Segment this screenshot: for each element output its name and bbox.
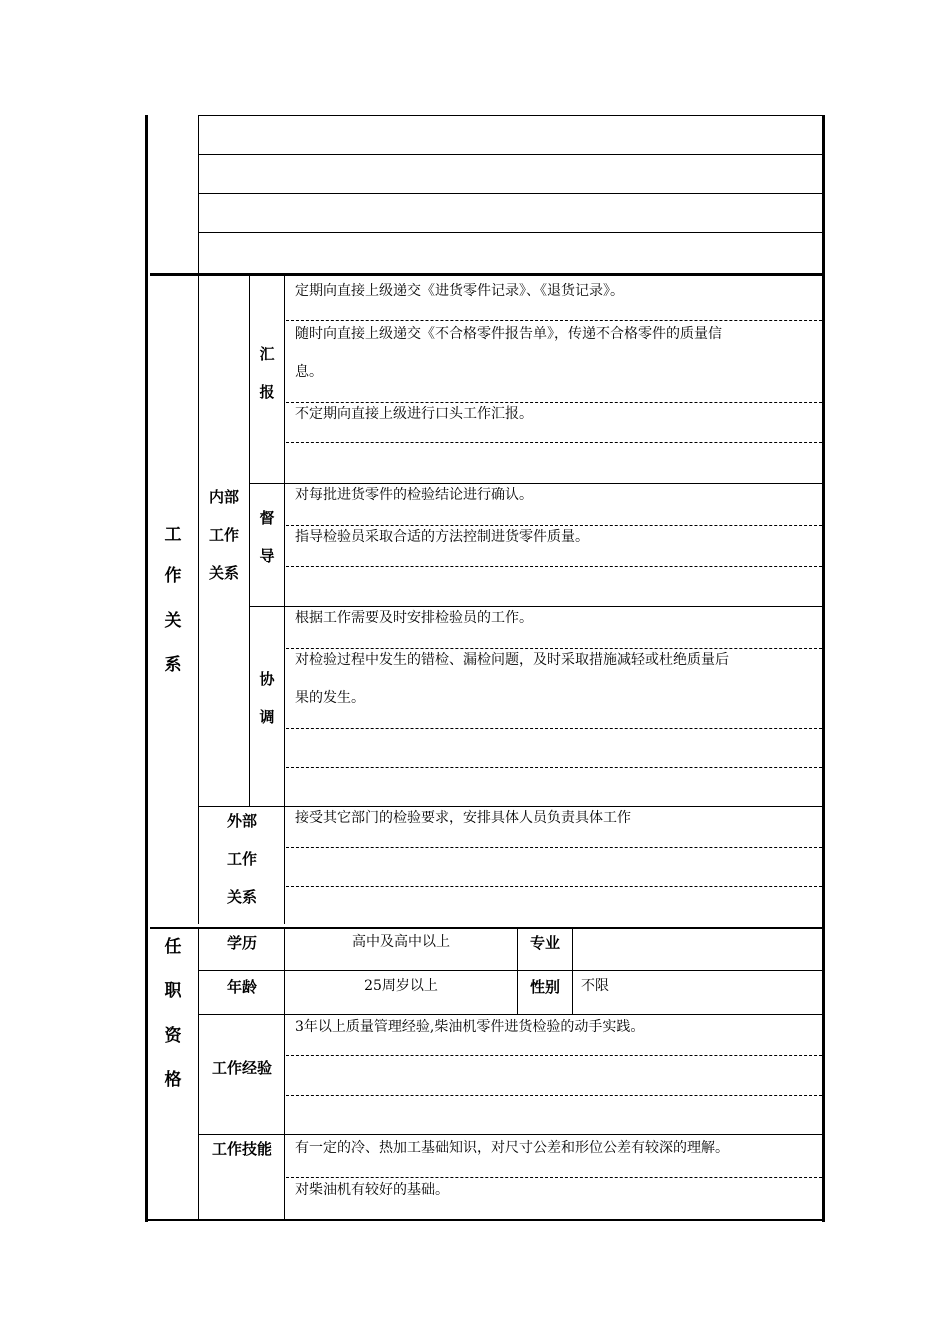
report-line: 随时向直接上级递交《不合格零件报告单》，传递不合格零件的质量信 [295,326,722,342]
section-label-char: 作 [164,566,182,586]
section-label-char: 职 [164,981,182,1001]
experience-label: 工作经验 [211,1059,272,1077]
col-line [572,928,573,1014]
report-line: 定期向直接上级递交《进货零件记录》、《退货记录》。 [295,283,624,299]
dashed-line [286,566,822,567]
external-label-line: 关系 [226,888,257,906]
dashed-line [286,320,822,321]
group-separator [249,606,823,607]
top-section-divider [198,115,199,275]
top-row-line [198,232,823,233]
report-line: 不定期向直接上级进行口头工作汇报。 [295,406,533,422]
dashed-line [286,525,822,526]
group-separator [249,483,823,484]
coordinate-line: 根据工作需要及时安排检验员的工作。 [295,610,533,626]
external-label-line: 工作 [226,850,257,868]
dashed-line [286,1055,822,1056]
row-line [198,970,823,971]
external-line: 接受其它部门的检验要求，安排具体人员负责具体工作 [295,810,631,826]
coordinate-label-char: 协 [259,670,275,688]
gender-value: 不限 [581,978,609,994]
section-label-char: 工 [164,525,182,545]
section-label-char: 关 [164,611,182,631]
skills-line: 有一定的冷、热加工基础知识，对尺寸公差和形位公差有较深的理解。 [295,1140,729,1156]
external-label-line: 外部 [226,812,257,830]
internal-label-line: 关系 [208,564,239,582]
dashed-line [286,442,822,443]
section-label-char: 资 [164,1026,182,1046]
skills-label: 工作技能 [211,1140,272,1158]
internal-label-line: 工作 [208,526,239,544]
report-label-char: 汇 [259,345,275,363]
major-label: 专业 [529,934,560,952]
section-label-char: 任 [164,937,182,957]
education-value: 高中及高中以上 [352,934,450,950]
dashed-line [286,767,822,768]
supervise-label-char: 导 [259,547,275,565]
top-row-line [198,154,823,155]
top-row-line [198,193,823,194]
table-right-border [822,115,825,1222]
section-divider [150,273,824,276]
skills-line: 对柴油机有较好的基础。 [295,1182,449,1198]
section-divider [150,927,823,929]
section-label-char: 系 [164,655,182,675]
experience-line: 3年以上质量管理经验,柴油机零件进货检验的动手实践。 [295,1019,645,1035]
row-line [198,1134,823,1135]
group-separator [198,806,823,807]
table-left-border [145,115,148,1222]
age-label: 年龄 [226,978,257,996]
dashed-line [286,1177,822,1178]
dashed-line [286,847,822,848]
dashed-line [286,402,822,403]
education-label: 学历 [226,934,257,952]
dashed-line [286,1095,822,1096]
coordinate-line: 果的发生。 [295,690,365,706]
dashed-line [286,728,822,729]
internal-label-line: 内部 [208,488,239,506]
top-row-line [198,115,823,116]
coordinate-line: 对检验过程中发生的错检、漏检问题，及时采取措施减轻或杜绝质量后 [295,652,729,668]
dashed-line [286,886,822,887]
supervise-label-char: 督 [259,509,275,527]
report-line: 息。 [295,364,323,380]
supervise-line: 对每批进货零件的检验结论进行确认。 [295,487,533,503]
section-label-char: 格 [164,1070,182,1090]
age-value: 25周岁以上 [364,978,438,994]
report-label-char: 报 [259,383,275,401]
row-line [198,1014,823,1015]
gender-label: 性别 [529,978,560,996]
table-bottom-border [145,1219,825,1221]
dashed-line [286,648,822,649]
coordinate-label-char: 调 [259,708,275,726]
supervise-line: 指导检验员采取合适的方法控制进货零件质量。 [295,529,589,545]
